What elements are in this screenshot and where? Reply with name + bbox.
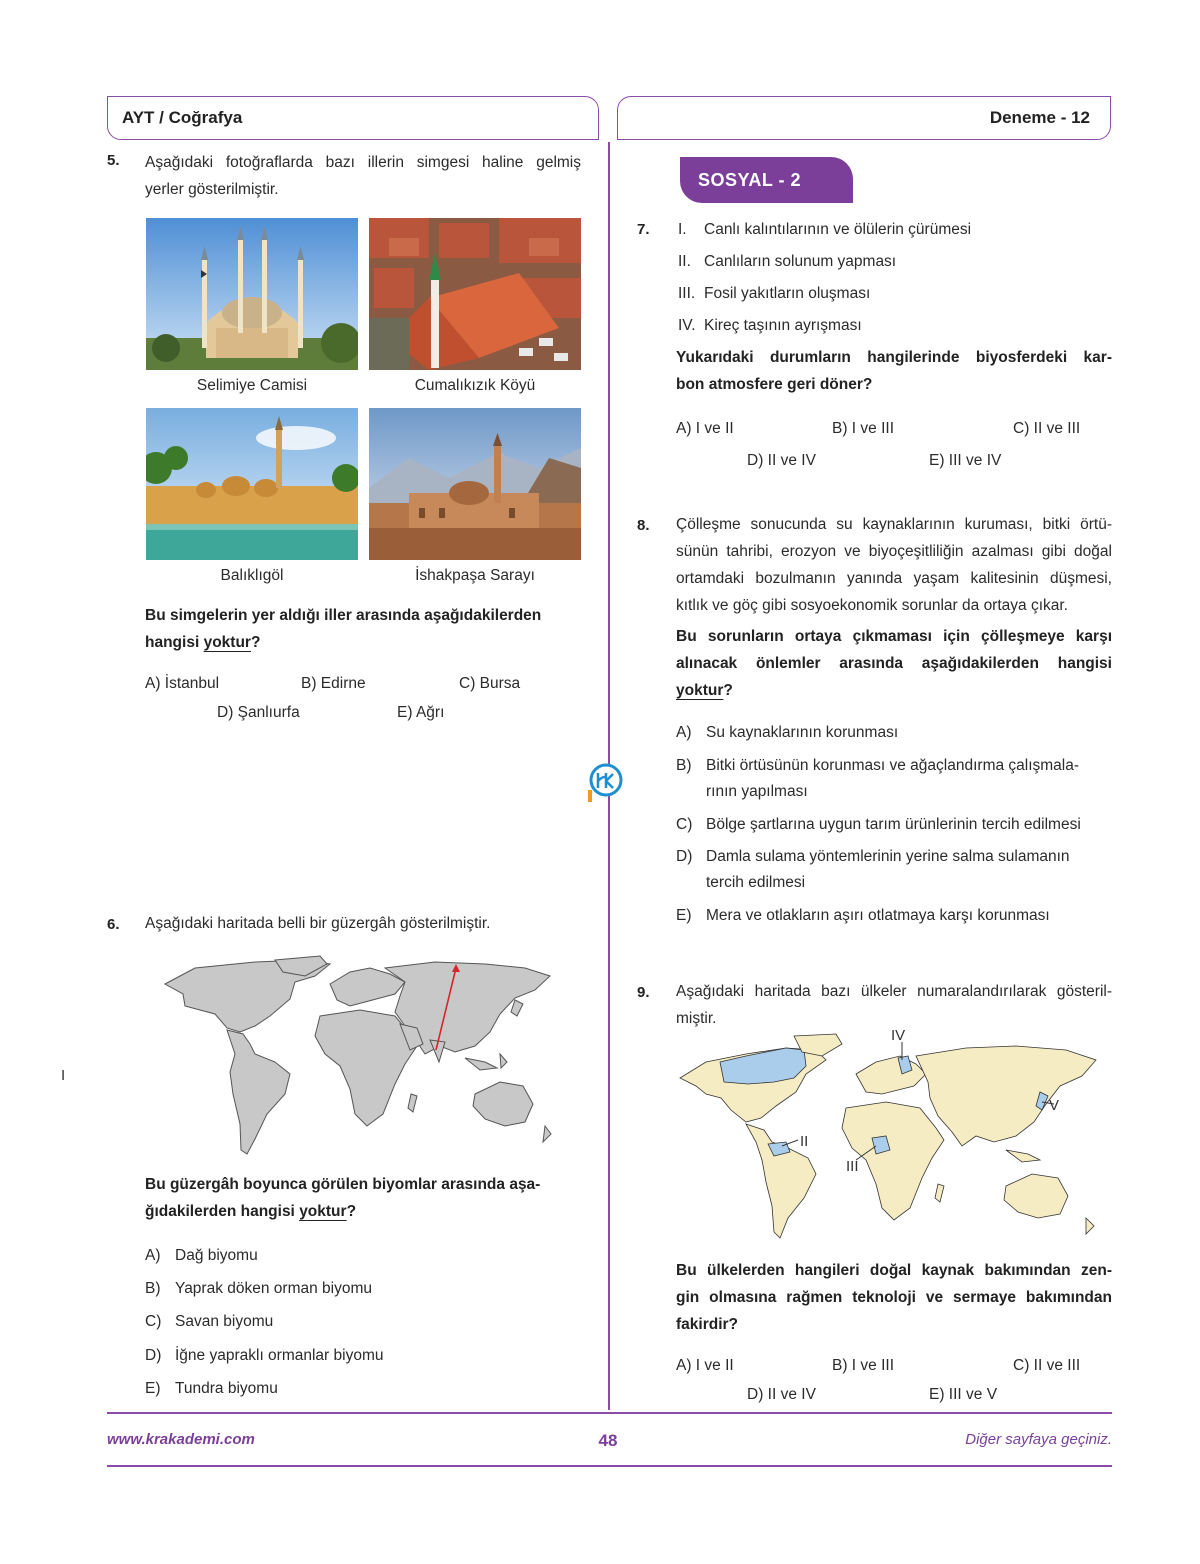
q9-option-a[interactable]: A) I ve II [676, 1357, 734, 1374]
map-label-v: V [1049, 1097, 1060, 1114]
q5-option-b[interactable]: B) Edirne [301, 675, 366, 692]
footer-website[interactable]: www.krakademi.com [107, 1431, 255, 1448]
footer-top-line [107, 1412, 1112, 1414]
caption-selimiye: Selimiye Camisi [196, 377, 308, 394]
q7-item-4: IV. Kireç taşının ayrışması [678, 317, 862, 334]
q9-option-e[interactable]: E) III ve V [929, 1386, 998, 1403]
q8-option-c[interactable]: C) Bölge şartlarına uygun tarım ürünlerinin tercih edilmesi [676, 816, 1081, 833]
q7-option-d[interactable]: D) II ve IV [747, 452, 816, 469]
caption-balikligol: Balıklıgöl [220, 567, 284, 584]
q7-option-b[interactable]: B) I ve III [832, 420, 895, 437]
publisher-logo [584, 762, 624, 804]
q7-option-a[interactable]: A) I ve II [676, 420, 734, 437]
q9-option-b[interactable]: B) I ve III [832, 1357, 895, 1374]
q7-item-2: II. Canlıların solunum yapması [678, 253, 897, 270]
footer-next-page: Diğer sayfaya geçiniz. [965, 1431, 1112, 1448]
q6-option-b[interactable]: B) Yaprak döken orman biyomu [145, 1280, 373, 1297]
q5-option-e[interactable]: E) Ağrı [397, 704, 445, 721]
q5-stem: Aşağıdaki fotoğraflarda bazı illerin simgesi haline gelmiş yerler gösterilmiştir. [145, 154, 581, 198]
photo-ishakpasa [369, 408, 581, 560]
q7-option-c[interactable]: C) II ve III [1013, 420, 1081, 437]
q5-question: Bu simgelerin yer aldığı iller arasında aşağıdakilerden hangisi yoktur? [145, 607, 542, 651]
q6-option-a[interactable]: A) Dağ biyomu [145, 1247, 258, 1264]
q8-stem: Çölleşme sonucunda su kaynaklarının kuruması, bitki örtü- sünün tahribi, erozyon ve biyoçeşitliliğin azalması gibi doğal ortamdaki bozulmanın yanında yaşam kalitesinin düşmesi, kıtlık ve göç gibi sosyoekonomik sorunlar da ortaya çıkar. [676, 516, 1112, 614]
q6-option-c[interactable]: C) Savan biyomu [145, 1313, 274, 1330]
q8-option-e[interactable]: E) Mera ve otlakların aşırı otlatmaya karşı korunması [676, 907, 1050, 924]
q7-option-e[interactable]: E) III ve IV [929, 452, 1002, 469]
q8-option-a[interactable]: A) Su kaynaklarının korunması [676, 724, 899, 741]
header-subject: AYT / Coğrafya [107, 96, 599, 140]
q7-question: Yukarıdaki durumların hangilerinde biyosferdeki kar- bon atmosfere geri döner? [676, 349, 1112, 393]
q5-option-a[interactable]: A) İstanbul [145, 675, 220, 692]
photo-balikligol [146, 408, 358, 560]
map-label-i: I [61, 1067, 66, 1084]
q6-option-e[interactable]: E) Tundra biyomu [145, 1380, 278, 1397]
q6-question: Bu güzergâh boyunca görülen biyomlar arasında aşa- ğıdakilerden hangisi yoktur? [145, 1176, 541, 1220]
map-label-ii: II [800, 1133, 809, 1150]
q6-stem: Aşağıdaki haritada belli bir güzergâh gösterilmiştir. [145, 915, 491, 932]
header-exam: Deneme - 12 [617, 96, 1111, 140]
q9-world-map [676, 1026, 1110, 1246]
photo-selimiye [146, 218, 358, 370]
map-label-iii: III [846, 1158, 859, 1175]
q9-option-d[interactable]: D) II ve IV [747, 1386, 816, 1403]
q7-item-3: III. Fosil yakıtların oluşması [678, 285, 871, 302]
q5-number: 5. [107, 152, 120, 169]
footer-bottom-line [107, 1465, 1112, 1467]
caption-cumalikizik: Cumalıkızık Köyü [414, 377, 536, 394]
q9-number: 9. [637, 984, 650, 1001]
q9-stem: Aşağıdaki haritada bazı ülkeler numaralandırılarak gösteril- miştir. [676, 983, 1112, 1027]
q9-question: Bu ülkelerden hangileri doğal kaynak bakımından zen- gin olmasına rağmen teknoloji ve sermaye bakımından fakirdir? [676, 1262, 1112, 1333]
q8-option-b[interactable]: B) Bitki örtüsünün korunması ve ağaçlandırma çalışmala- rının yapılması [676, 757, 1080, 800]
q8-question: Bu sorunların ortaya çıkmaması için çölleşmeye karşı alınacak önlemler arasında aşağıdakilerden hangisi yoktur? [676, 628, 1112, 699]
q6-number: 6. [107, 916, 120, 933]
q8-option-d[interactable]: D) Damla sulama yöntemlerinin yerine salma sulamanın tercih edilmesi [676, 848, 1070, 891]
q6-world-map [155, 954, 561, 1159]
section-badge: SOSYAL - 2 [680, 157, 853, 203]
q8-number: 8. [637, 517, 650, 534]
q5-option-c[interactable]: C) Bursa [459, 675, 521, 692]
q7-item-1: I. Canlı kalıntılarının ve ölülerin çürümesi [678, 221, 972, 238]
photo-cumalikizik [369, 218, 581, 370]
page-number: 48 [598, 1431, 618, 1450]
q7-number: 7. [637, 221, 650, 238]
q5-option-d[interactable]: D) Şanlıurfa [217, 704, 300, 721]
q9-option-c[interactable]: C) II ve III [1013, 1357, 1081, 1374]
q6-option-d[interactable]: D) İğne yapraklı ormanlar biyomu [145, 1347, 384, 1364]
map-label-iv: IV [891, 1027, 906, 1044]
caption-ishakpasa: İshakpaşa Sarayı [415, 567, 535, 584]
